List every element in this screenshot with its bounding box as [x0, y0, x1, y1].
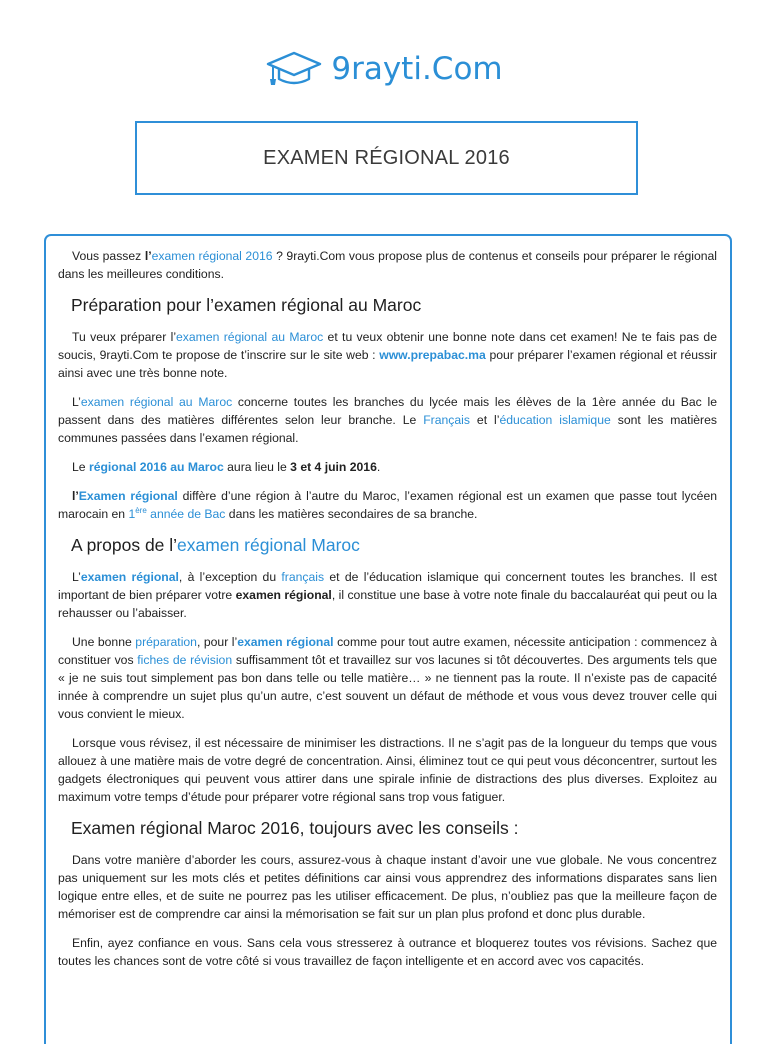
paragraph [58, 458, 717, 476]
paragraph: Enfin, ayez confiance en vous. Sans cela vous stresserez à outrance et bloquerez toutes vos révisions. Sachez que toutes les chances sont de votre côté si vous travaillez de façon intelligente et en accord avec vos capacités. [58, 936, 717, 968]
text: comme pour tout autre examen, nécessite anticipation : commencez à constituer vos [58, 635, 717, 667]
link-education-islamique[interactable]: éducation islamique [499, 413, 611, 427]
superscript: ère [135, 505, 147, 515]
paragraph: Dans votre manière d’aborder les cours, assurez-vous à chaque instant d’avoir une vue globale. Ne vous concentrez pas uniquement sur les mots clés et petites définitions car ainsi vous apprendrez des informations disparates sans lien logique entre elles, et de suite ne pourrez pas les utiliser efficacement. De plus, n’oubliez pas que la meilleure façon de mémoriser est de comprendre car ainsi la mémorisation se fait sur un plan plus profond et donc plus durable. [58, 853, 717, 921]
link-examen-regional[interactable]: examen régional [80, 570, 179, 584]
text: et tu veux obtenir une bonne note dans cet examen! Ne te fais pas de soucis, 9rayti.Com te propose de t’inscrire sur le site web : [58, 330, 717, 362]
link-examen-regional-2016[interactable]: examen régional 2016 [151, 249, 273, 263]
section-heading-a-propos [58, 534, 717, 556]
paragraph: Lorsque vous révisez, il est nécessaire de minimiser les distractions. Il ne s’agit pas de la longueur du temps que vous allouez à une matière mais de votre degré de concentration. Ainsi, éliminez tout ce qui peut vous déconcentrer, surtout les gadgets électroniques qui peuvent vous attirer dans une spirale infinie de distractions des plus diverses. Exploitez au maximum votre temps d’étude pour préparer votre régional sans trop vous fatiguer. [58, 736, 717, 804]
bold-text: examen régional [235, 588, 332, 602]
link-francais[interactable]: Français [423, 413, 470, 427]
logo-text: 9rayti.Com [331, 50, 503, 87]
page-title: EXAMEN RÉGIONAL 2016 [263, 146, 510, 169]
link-examen-regional-maroc[interactable]: examen régional au Maroc [80, 395, 233, 409]
text: l’ [144, 249, 152, 263]
paragraph [58, 568, 717, 622]
text: Une bonne [72, 635, 136, 649]
text: et l’ [469, 413, 500, 427]
link-examen-regional[interactable]: examen régional [237, 635, 334, 649]
text: , il constitue une base à votre note finale du baccalauréat qui peut ou la rehausser ou l’abaisser. [58, 588, 717, 620]
text: A propos de l’ [71, 535, 178, 555]
text: Le [72, 460, 89, 474]
article-content [44, 234, 732, 1044]
text: et de l’éducation islamique qui concernent toutes les branches. Il est important de bien préparer votre [58, 570, 717, 602]
link-prepabac[interactable]: www.prepabac.ma [379, 348, 486, 362]
paragraph [58, 633, 717, 723]
intro-paragraph [58, 247, 717, 283]
link-examen-regional-maroc-heading[interactable]: examen régional Maroc [177, 535, 360, 555]
exam-date: 3 et 4 juin 2016 [290, 460, 377, 474]
text: 1 [128, 507, 136, 521]
link-regional-2016[interactable]: régional 2016 au Maroc [88, 460, 224, 474]
link-fiches-revision[interactable]: fiches de révision [137, 653, 233, 667]
text: L’ [72, 395, 81, 409]
paragraph [58, 393, 717, 447]
link-1ere-annee-bac[interactable] [128, 507, 225, 521]
title-box [135, 121, 638, 195]
link-examen-regional[interactable]: Examen régional [78, 489, 178, 503]
text: diffère d’une région à l’autre du Maroc, l’examen régional est un examen que passe tout lycéen marocain en [58, 489, 718, 521]
link-preparation[interactable]: préparation [135, 635, 197, 649]
text: . [376, 460, 381, 474]
section-heading-preparation: Préparation pour l’examen régional au Maroc [71, 295, 422, 315]
link-examen-regional-maroc[interactable]: examen régional au Maroc [176, 330, 324, 344]
text: suffisamment tôt et travaillez sur vos lacunes si tôt découvertes. Des arguments tels que « je ne suis tout simplement pas bon dans telle ou telle matière… » ne tiennent pas la route. Il n’existe pas de capacité innée à comprendre un sujet plus qu’un autre, c’est souvent un défaut de méthode et vous vous devez trouver celle qui vous convient le mieux. [58, 653, 717, 721]
text: ? 9rayti.Com vous propose plus de contenus et conseils pour préparer le régional dans les meilleures conditions. [58, 249, 718, 281]
site-logo[interactable] [0, 44, 768, 94]
text: , pour l’ [196, 635, 238, 649]
section-heading-conseils: Examen régional Maroc 2016, toujours avec les conseils : [71, 818, 519, 838]
text: Vous passez [72, 249, 145, 263]
link-francais[interactable]: français [281, 570, 325, 584]
text: L’ [72, 570, 81, 584]
text: sont les matières communes passées dans l’examen régional. [58, 413, 717, 445]
text: dans les matières secondaires de sa branche. [225, 507, 478, 521]
paragraph [58, 487, 717, 523]
text: l’ [72, 489, 79, 503]
text: année de Bac [146, 507, 226, 521]
text: Tu veux préparer l’ [72, 330, 177, 344]
text: , à l’exception du [178, 570, 282, 584]
text: concerne toutes les branches du lycée mais les élèves de la 1ère année du Bac le passent dans des matières différentes selon leur branche. Le [58, 395, 717, 427]
graduation-cap-icon [265, 49, 323, 89]
text: aura lieu le [223, 460, 291, 474]
paragraph [58, 328, 717, 382]
text: pour préparer l’examen régional et réussir ainsi avec une très bonne note. [58, 348, 717, 380]
